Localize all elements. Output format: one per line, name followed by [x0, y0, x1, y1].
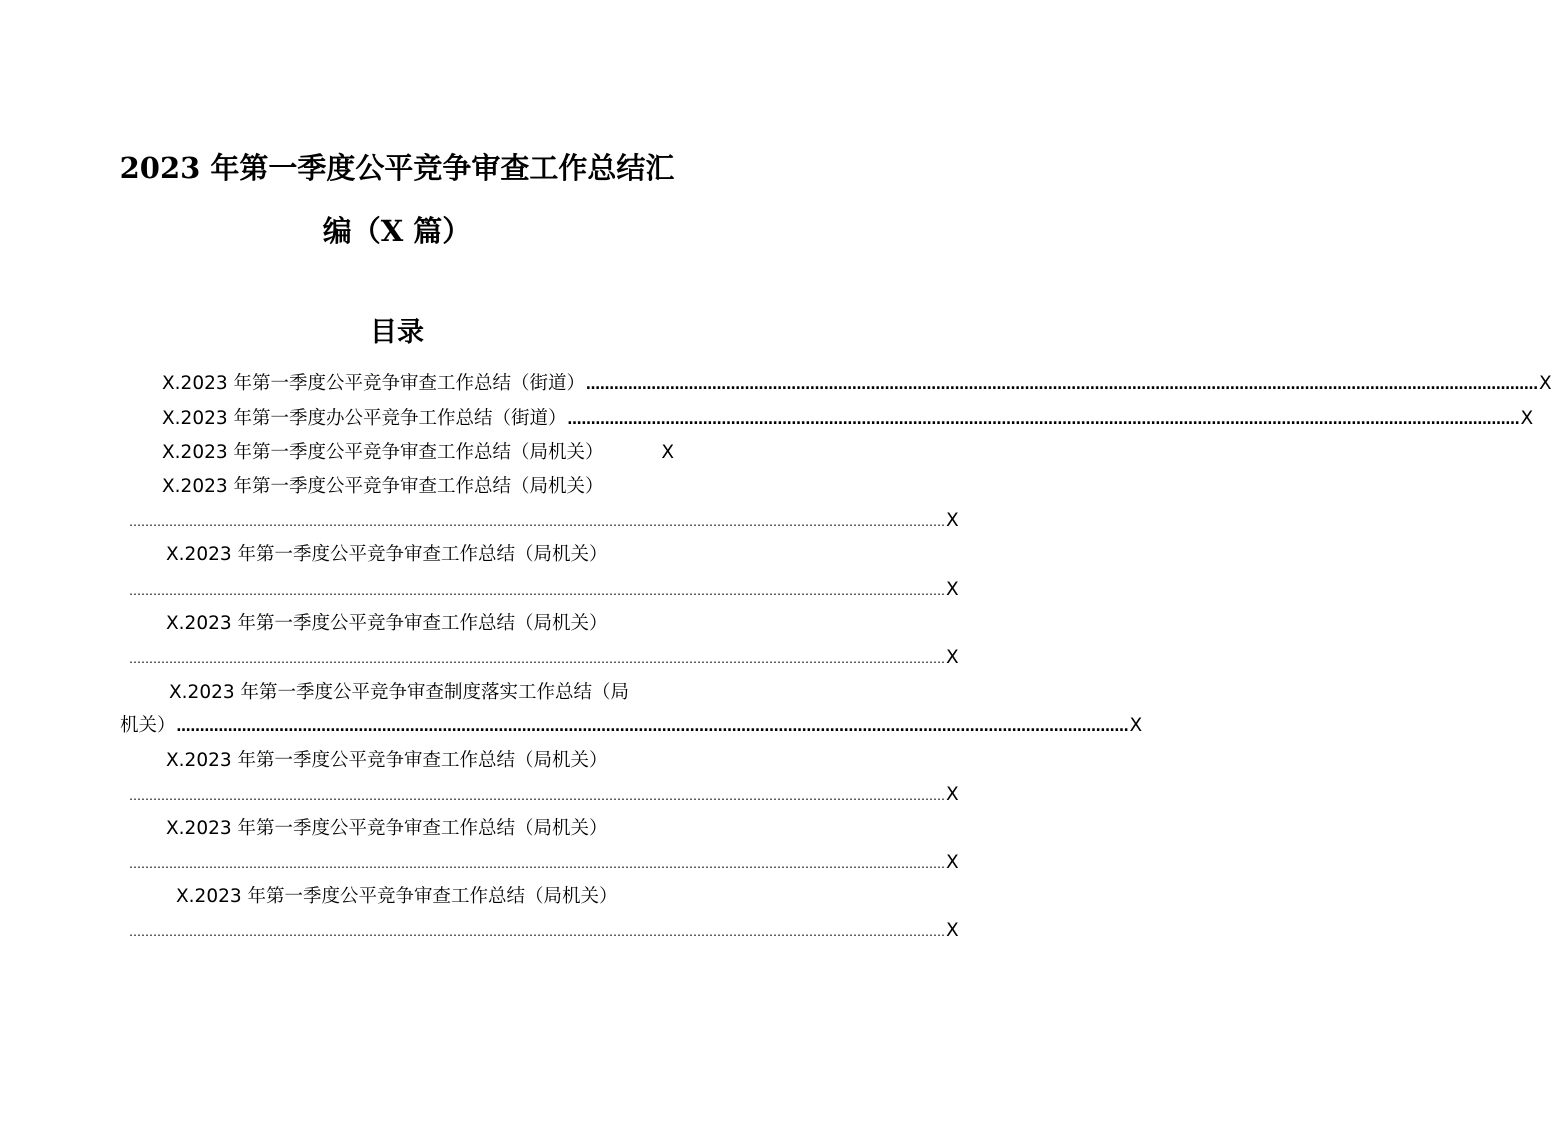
toc-entry-5-leader[interactable] — [128, 577, 959, 603]
toc-entry-10-title[interactable] — [176, 884, 674, 910]
toc-entry-5-title[interactable] — [166, 542, 674, 568]
dot-leader: …………………………………………………………………………………………………………………………………………………………………………………… — [567, 412, 1520, 428]
toc-entry-title: X.2023 年第一季度公平竞争审查工作总结（局机关） — [166, 613, 608, 634]
toc-entry-6-leader[interactable] — [128, 645, 959, 671]
toc-entry-9-leader[interactable] — [128, 850, 959, 876]
toc-entry-title: X.2023 年第一季度公平竞争审查工作总结（局机关） — [166, 818, 608, 839]
toc-page-number: X — [1520, 408, 1534, 429]
toc-page-number: X — [946, 647, 959, 668]
toc-entry-4-title[interactable] — [162, 474, 674, 500]
document-title-line-2: 编（X 篇） — [322, 214, 472, 248]
toc-entry-1[interactable] — [162, 371, 1552, 397]
toc-entry-title: X.2023 年第一季度公平竞争审查工作总结（街道） — [162, 373, 586, 394]
toc-entry-4-leader[interactable] — [128, 508, 959, 534]
toc-entry-10-leader[interactable] — [128, 918, 959, 944]
dot-leader: …………………………………………………………………………………………………………………………………………………………………………………… — [129, 925, 945, 939]
dot-leader: …………………………………………………………………………………………………………………………………………………………………………………… — [176, 719, 1129, 735]
toc-entry-title: X.2023 年第一季度公平竞争审查工作总结（局机关） — [162, 442, 604, 463]
toc-entry-title: X.2023 年第一季度公平竞争审查工作总结（局机关） — [166, 750, 608, 771]
dot-leader: …………………………………………………………………………………………………………………………………………………………………………………… — [129, 789, 945, 803]
dot-leader: …………………………………………………………………………………………………………………………………………………………………………………… — [586, 377, 1539, 393]
toc-entry-8-title[interactable] — [166, 748, 674, 774]
dot-leader: …………………………………………………………………………………………………………………………………………………………………………………… — [129, 584, 945, 598]
document-title-line-1: 2023 年第一季度公平竞争审查工作总结汇 — [119, 151, 675, 185]
toc-entry-8-leader[interactable] — [128, 782, 959, 808]
toc-heading: 目录 — [370, 317, 424, 348]
toc-entry-7-title[interactable] — [169, 680, 679, 706]
toc-page-number: X — [661, 442, 674, 463]
toc-entry-title: X.2023 年第一季度公平竞争审查工作总结（局机关） — [166, 544, 608, 565]
toc-entry-3[interactable] — [162, 440, 674, 466]
toc-entry-7-leader[interactable] — [120, 713, 1143, 739]
toc-entry-6-title[interactable] — [166, 611, 674, 637]
toc-page-number: X — [946, 579, 959, 600]
toc-entry-title: X.2023 年第一季度公平竞争审查工作总结（局机关） — [176, 886, 618, 907]
toc-entry-title-cont: 机关） — [120, 715, 176, 736]
toc-entry-title: X.2023 年第一季度办公平竞争工作总结（街道） — [162, 408, 567, 429]
dot-leader: …………………………………………………………………………………………………………………………………………………………………………………… — [129, 857, 945, 871]
dot-leader: …………………………………………………………………………………………………………………………………………………………………………………… — [129, 652, 945, 666]
toc-entry-title: X.2023 年第一季度公平竞争审查工作总结（局机关） — [162, 476, 604, 497]
toc-entry-2[interactable] — [162, 406, 1534, 432]
toc-page-number: X — [946, 852, 959, 873]
toc-page-number: X — [1129, 715, 1143, 736]
toc-entry-title: X.2023 年第一季度公平竞争审查制度落实工作总结（局 — [169, 682, 630, 703]
toc-page-number: X — [946, 510, 959, 531]
dot-leader: …………………………………………………………………………………………………………………………………………………………………………………… — [129, 515, 945, 529]
toc-page-number: X — [946, 784, 959, 805]
toc-page-number: X — [946, 920, 959, 941]
toc-entry-9-title[interactable] — [166, 816, 674, 842]
toc-page-number: X — [1539, 373, 1552, 394]
